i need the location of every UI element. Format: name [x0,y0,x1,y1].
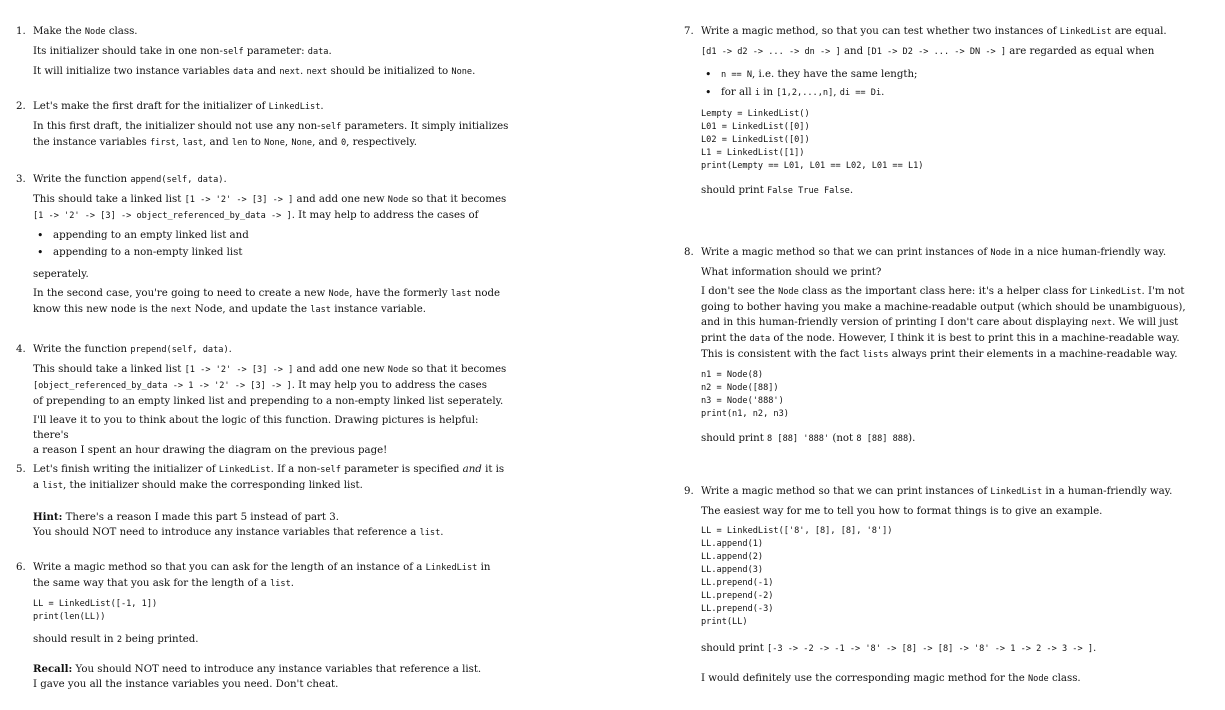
list-item: • for all i in [1,2,...,n], di == Di. [701,84,1194,102]
code-block: LL = LinkedList([-1, 1]) print(len(LL)) [33,599,158,622]
q3-line-1: Write the function append(self, data). [33,174,227,185]
q4-line-2: This should take a linked list [1 -> '2' -> [3] -> ] and add one new Node so that it becomes [33,364,507,375]
list-item: • appending to a non-empty linked list [33,244,516,261]
q4-line-5: I'll leave it to you to think about the logic of this function. Drawing pictures is helpful: there's [33,415,479,441]
q3-line-6: know this new node is the next Node, and update the last instance variable. [33,304,427,315]
q8-line-6: print the data of the node. However, I think it is best to print this in a machine-readable way. [701,333,1180,344]
question-number: 1. [16,26,26,37]
q6-line-2: the same way that you ask for the length of a list. [33,578,295,589]
q8-line-2: What information should we print? [701,267,882,278]
question-9 [684,484,1194,687]
code-block: Lempty = LinkedList() L01 = LinkedList([0]) L02 = LinkedList([0]) L1 = LinkedList([1]) print(Lempty == L01, L01 == L02, L01 == L1) [701,109,924,171]
question-number: 3. [16,174,26,185]
question-8 [684,245,1194,447]
q6-line-1: Write a magic method so that you can ask for the length of an instance of a LinkedList in [33,562,491,573]
q2-line-1: Let's make the first draft for the initializer of LinkedList. [33,101,324,112]
q3-bullets [33,227,516,261]
question-7 [684,24,1194,199]
q6-recall: Recall: You should NOT need to introduce any instance variables that reference a list. [33,663,482,675]
q8-line-7: This is consistent with the fact lists always print their elements in a machine-readable way. [701,349,1178,360]
q3-line-3: [1 -> '2' -> [3] -> object_referenced_by_data -> ]. It may help to address the cases of [33,210,479,221]
q4-line-6: a reason I spent an hour drawing the diagram on the previous page! [33,445,388,456]
q6-line-5: I gave you all the instance variables you need. Don't cheat. [33,679,339,690]
q9-line-4: I would definitely use the corresponding magic method for the Node class. [701,673,1081,684]
q5-hint: Hint: There's a reason I made this part 5 instead of part 3. [33,511,339,523]
question-number: 4. [16,344,26,355]
question-number: 9. [684,486,694,497]
q7-bullets [701,66,1194,102]
q9-line-2: The easiest way for me to tell you how to format things is to give an example. [701,506,1103,517]
q2-line-3: the instance variables first, last, and len to None, None, and 0, respectively. [33,137,418,148]
q7-line-1: Write a magic method, so that you can test whether two instances of LinkedList are equal. [701,26,1167,37]
q4-line-1: Write the function prepend(self, data). [33,344,232,355]
q6-line-3: should result in 2 being printed. [33,634,199,645]
question-5 [16,462,516,541]
q2-line-2: In this first draft, the initializer should not use any non-self parameters. It simply initializes [33,121,509,132]
q3-line-4: seperately. [33,269,89,280]
q1-line-3: It will initialize two instance variables data and next. next should be initialized to None. [33,66,476,77]
q8-line-8: should print 8 [88] '888' (not 8 [88] 888). [701,433,916,444]
q3-line-5: In the second case, you're going to need to create a new Node, have the formerly last node [33,288,501,299]
q8-line-4: going to bother having you make a machine-readable output (which should be unambiguous), [701,302,1186,313]
question-number: 5. [16,464,26,475]
q7-line-3: should print False True False. [701,185,854,196]
q9-line-1: Write a magic method so that we can print instances of LinkedList in a human-friendly way. [701,486,1173,497]
question-1 [16,24,516,80]
question-3 [16,172,516,318]
code-block: LL = LinkedList(['8', [8], [8], '8']) LL.append(1) LL.append(2) LL.append(3) LL.prepend(-1) LL.prepend(-2) LL.prepend(-3) print(LL) [701,526,893,627]
q8-line-1: Write a magic method so that we can print instances of Node in a nice human-friendly way. [701,247,1167,258]
q7-line-2: [d1 -> d2 -> ... -> dn -> ] and [D1 -> D2 -> ... -> DN -> ] are regarded as equal when [701,46,1155,57]
q8-line-3: I don't see the Node class as the important class here: it's a helper class for LinkedList. I'm not [701,286,1185,297]
question-2 [16,99,516,151]
q1-line-2: Its initializer should take in one non-self parameter: data. [33,46,332,57]
question-number: 2. [16,101,26,112]
question-number: 6. [16,562,26,573]
q8-line-5: and in this human-friendly version of printing I don't care about displaying next. We will just [701,317,1179,328]
q5-line-2: a list, the initializer should make the corresponding linked list. [33,480,363,491]
q4-line-4: of prepending to an empty linked list and prepending to a non-empty linked list seperately. [33,396,504,407]
q5-line-4: You should NOT need to introduce any instance variables that reference a list. [33,527,444,538]
list-item: • appending to an empty linked list and [33,227,516,244]
q4-line-3: [object_referenced_by_data -> 1 -> '2' -> [3] -> ]. It may help you to address the cases [33,380,487,391]
q3-line-2: This should take a linked list [1 -> '2' -> [3] -> ] and add one new Node so that it becomes [33,194,507,205]
question-number: 7. [684,26,694,37]
code-block: n1 = Node(8) n2 = Node([88]) n3 = Node('888') print(n1, n2, n3) [701,370,789,419]
question-6 [16,560,516,692]
list-item: • n == N, i.e. they have the same length; [701,66,1194,84]
q1-line-1: Make the Node class. [33,26,138,37]
q9-line-3: should print [-3 -> -2 -> -1 -> '8' -> [8] -> [8] -> '8' -> 1 -> 2 -> 3 -> ]. [701,643,1097,654]
question-number: 8. [684,247,694,258]
question-4 [16,342,516,458]
q5-line-1: Let's finish writing the initializer of LinkedList. If a non-self parameter is specified and it is [33,464,505,475]
